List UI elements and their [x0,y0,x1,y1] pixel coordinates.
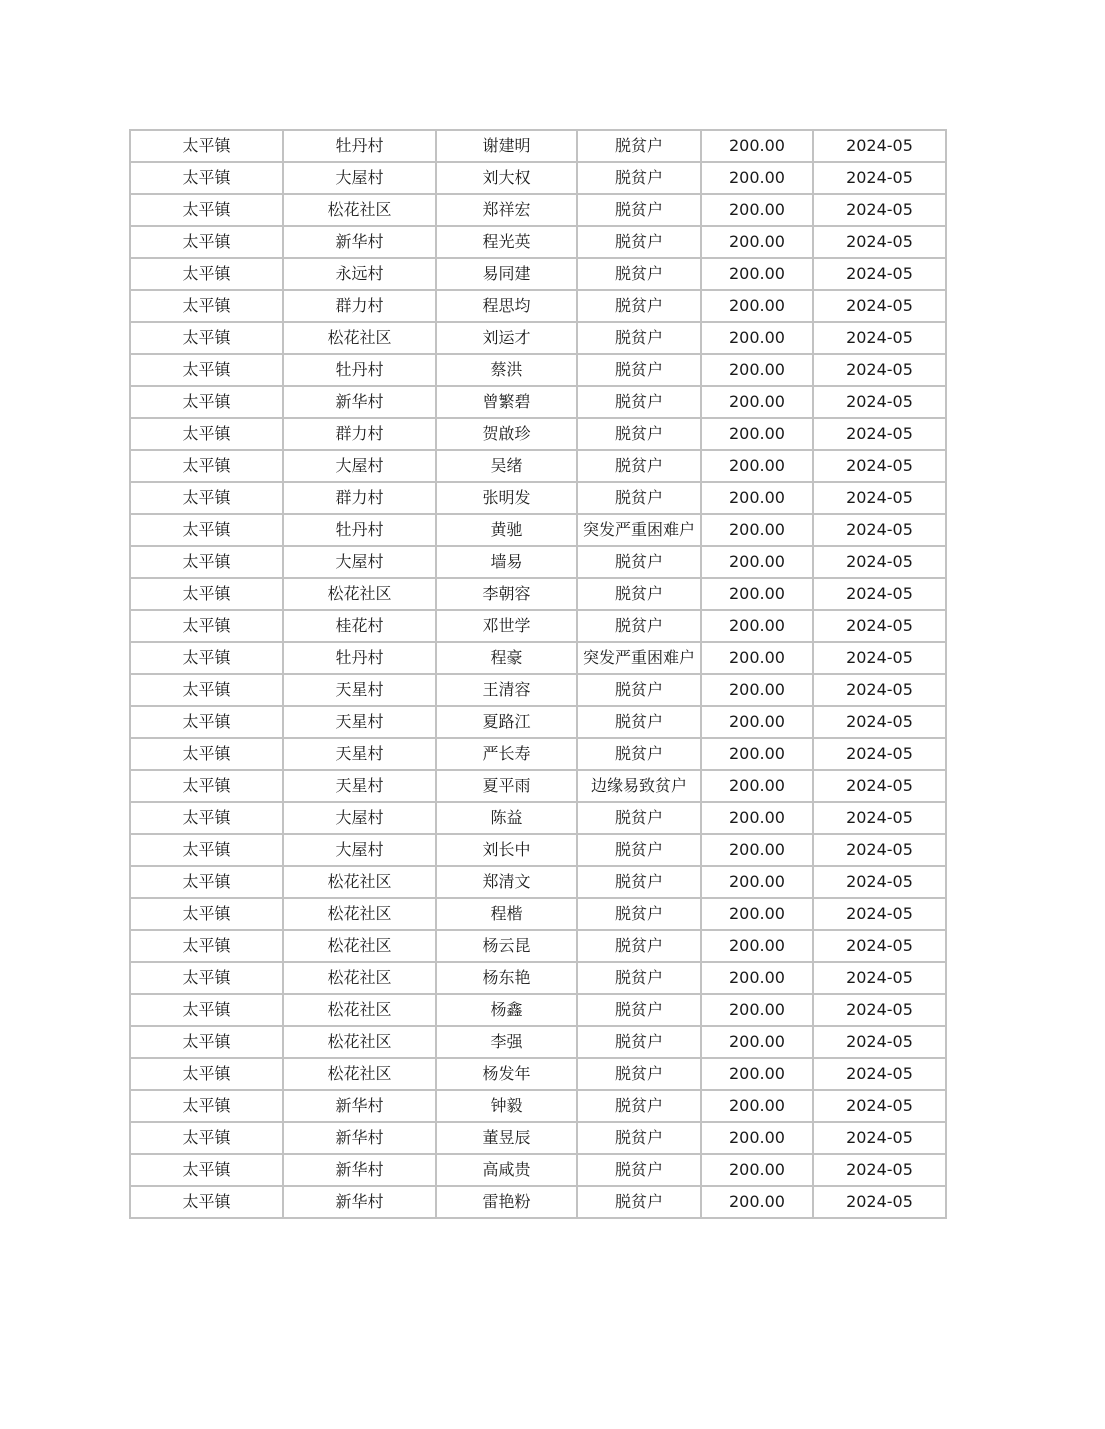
table-row [130,354,946,386]
household-type-cell: 脱贫户 [577,1122,701,1154]
period-cell: 2024-05 [813,290,946,322]
household-type-cell: 脱贫户 [577,130,701,162]
amount-cell: 200.00 [701,1026,813,1058]
amount-cell: 200.00 [701,674,813,706]
village-cell: 大屋村 [283,546,436,578]
town-cell: 太平镇 [130,898,283,930]
amount-cell: 200.00 [701,1090,813,1122]
household-type-cell: 脱贫户 [577,1026,701,1058]
household-type-cell: 突发严重困难户 [577,642,701,674]
name-cell: 杨发年 [436,1058,577,1090]
period-cell: 2024-05 [813,1090,946,1122]
table-row [130,866,946,898]
town-cell: 太平镇 [130,514,283,546]
amount-cell: 200.00 [701,354,813,386]
table-row [130,930,946,962]
village-cell: 天星村 [283,706,436,738]
period-cell: 2024-05 [813,482,946,514]
table-row [130,642,946,674]
household-type-cell: 脱贫户 [577,546,701,578]
household-type-cell: 脱贫户 [577,930,701,962]
village-cell: 大屋村 [283,802,436,834]
table-row [130,258,946,290]
town-cell: 太平镇 [130,994,283,1026]
period-cell: 2024-05 [813,226,946,258]
table-row [130,1186,946,1218]
amount-cell: 200.00 [701,482,813,514]
subsidy-roster-table [129,129,947,1219]
table-row [130,322,946,354]
amount-cell: 200.00 [701,706,813,738]
amount-cell: 200.00 [701,1122,813,1154]
town-cell: 太平镇 [130,386,283,418]
household-type-cell: 脱贫户 [577,258,701,290]
table-row [130,450,946,482]
period-cell: 2024-05 [813,994,946,1026]
village-cell: 松花社区 [283,930,436,962]
amount-cell: 200.00 [701,1154,813,1186]
name-cell: 刘运才 [436,322,577,354]
town-cell: 太平镇 [130,1058,283,1090]
name-cell: 钟毅 [436,1090,577,1122]
period-cell: 2024-05 [813,610,946,642]
period-cell: 2024-05 [813,514,946,546]
village-cell: 松花社区 [283,322,436,354]
amount-cell: 200.00 [701,898,813,930]
village-cell: 群力村 [283,482,436,514]
period-cell: 2024-05 [813,194,946,226]
town-cell: 太平镇 [130,610,283,642]
period-cell: 2024-05 [813,962,946,994]
name-cell: 蔡洪 [436,354,577,386]
period-cell: 2024-05 [813,802,946,834]
town-cell: 太平镇 [130,706,283,738]
table-row [130,130,946,162]
village-cell: 大屋村 [283,162,436,194]
amount-cell: 200.00 [701,1058,813,1090]
name-cell: 程思均 [436,290,577,322]
town-cell: 太平镇 [130,578,283,610]
amount-cell: 200.00 [701,130,813,162]
table-row [130,1154,946,1186]
town-cell: 太平镇 [130,866,283,898]
amount-cell: 200.00 [701,610,813,642]
town-cell: 太平镇 [130,450,283,482]
table-row [130,834,946,866]
village-cell: 天星村 [283,738,436,770]
household-type-cell: 脱贫户 [577,450,701,482]
name-cell: 杨云昆 [436,930,577,962]
period-cell: 2024-05 [813,322,946,354]
village-cell: 松花社区 [283,898,436,930]
period-cell: 2024-05 [813,130,946,162]
amount-cell: 200.00 [701,802,813,834]
town-cell: 太平镇 [130,1122,283,1154]
amount-cell: 200.00 [701,962,813,994]
village-cell: 松花社区 [283,994,436,1026]
table-row [130,578,946,610]
village-cell: 桂花村 [283,610,436,642]
village-cell: 松花社区 [283,194,436,226]
town-cell: 太平镇 [130,194,283,226]
household-type-cell: 脱贫户 [577,1058,701,1090]
name-cell: 李朝容 [436,578,577,610]
period-cell: 2024-05 [813,898,946,930]
amount-cell: 200.00 [701,226,813,258]
name-cell: 墙易 [436,546,577,578]
town-cell: 太平镇 [130,354,283,386]
name-cell: 高咸贵 [436,1154,577,1186]
name-cell: 杨东艳 [436,962,577,994]
name-cell: 雷艳粉 [436,1186,577,1218]
village-cell: 大屋村 [283,450,436,482]
name-cell: 吴绪 [436,450,577,482]
period-cell: 2024-05 [813,770,946,802]
household-type-cell: 脱贫户 [577,1186,701,1218]
village-cell: 天星村 [283,674,436,706]
period-cell: 2024-05 [813,450,946,482]
period-cell: 2024-05 [813,162,946,194]
village-cell: 松花社区 [283,962,436,994]
name-cell: 邓世学 [436,610,577,642]
village-cell: 新华村 [283,1090,436,1122]
name-cell: 程楷 [436,898,577,930]
period-cell: 2024-05 [813,1026,946,1058]
household-type-cell: 脱贫户 [577,290,701,322]
town-cell: 太平镇 [130,802,283,834]
village-cell: 新华村 [283,1154,436,1186]
town-cell: 太平镇 [130,162,283,194]
household-type-cell: 突发严重困难户 [577,514,701,546]
household-type-cell: 脱贫户 [577,1090,701,1122]
table-row [130,482,946,514]
period-cell: 2024-05 [813,354,946,386]
household-type-cell: 脱贫户 [577,194,701,226]
table-row [130,418,946,450]
period-cell: 2024-05 [813,546,946,578]
period-cell: 2024-05 [813,1154,946,1186]
town-cell: 太平镇 [130,418,283,450]
period-cell: 2024-05 [813,706,946,738]
town-cell: 太平镇 [130,674,283,706]
name-cell: 陈益 [436,802,577,834]
household-type-cell: 脱贫户 [577,482,701,514]
household-type-cell: 脱贫户 [577,610,701,642]
household-type-cell: 脱贫户 [577,578,701,610]
amount-cell: 200.00 [701,738,813,770]
name-cell: 谢建明 [436,130,577,162]
town-cell: 太平镇 [130,1090,283,1122]
table-row [130,1122,946,1154]
table-row [130,898,946,930]
household-type-cell: 脱贫户 [577,226,701,258]
name-cell: 刘长中 [436,834,577,866]
town-cell: 太平镇 [130,770,283,802]
period-cell: 2024-05 [813,738,946,770]
town-cell: 太平镇 [130,546,283,578]
town-cell: 太平镇 [130,226,283,258]
amount-cell: 200.00 [701,290,813,322]
town-cell: 太平镇 [130,482,283,514]
household-type-cell: 脱贫户 [577,1154,701,1186]
table-row [130,386,946,418]
table-row [130,674,946,706]
amount-cell: 200.00 [701,770,813,802]
village-cell: 群力村 [283,290,436,322]
town-cell: 太平镇 [130,258,283,290]
amount-cell: 200.00 [701,994,813,1026]
household-type-cell: 脱贫户 [577,386,701,418]
village-cell: 松花社区 [283,1058,436,1090]
amount-cell: 200.00 [701,322,813,354]
roster-table-body [130,130,946,1218]
name-cell: 曾繁碧 [436,386,577,418]
household-type-cell: 边缘易致贫户 [577,770,701,802]
household-type-cell: 脱贫户 [577,322,701,354]
town-cell: 太平镇 [130,962,283,994]
household-type-cell: 脱贫户 [577,354,701,386]
village-cell: 大屋村 [283,834,436,866]
amount-cell: 200.00 [701,834,813,866]
name-cell: 郑祥宏 [436,194,577,226]
village-cell: 新华村 [283,1186,436,1218]
village-cell: 松花社区 [283,578,436,610]
town-cell: 太平镇 [130,738,283,770]
village-cell: 天星村 [283,770,436,802]
table-row [130,290,946,322]
period-cell: 2024-05 [813,1058,946,1090]
amount-cell: 200.00 [701,194,813,226]
table-row [130,226,946,258]
table-row [130,610,946,642]
name-cell: 郑清文 [436,866,577,898]
period-cell: 2024-05 [813,866,946,898]
village-cell: 牡丹村 [283,354,436,386]
household-type-cell: 脱贫户 [577,674,701,706]
table-row [130,962,946,994]
amount-cell: 200.00 [701,546,813,578]
town-cell: 太平镇 [130,1186,283,1218]
period-cell: 2024-05 [813,834,946,866]
name-cell: 刘大权 [436,162,577,194]
amount-cell: 200.00 [701,930,813,962]
name-cell: 张明发 [436,482,577,514]
table-row [130,162,946,194]
table-row [130,1090,946,1122]
amount-cell: 200.00 [701,514,813,546]
village-cell: 牡丹村 [283,642,436,674]
period-cell: 2024-05 [813,674,946,706]
household-type-cell: 脱贫户 [577,418,701,450]
amount-cell: 200.00 [701,450,813,482]
table-row [130,514,946,546]
name-cell: 程光英 [436,226,577,258]
name-cell: 程豪 [436,642,577,674]
table-row [130,194,946,226]
town-cell: 太平镇 [130,1154,283,1186]
village-cell: 新华村 [283,226,436,258]
town-cell: 太平镇 [130,290,283,322]
period-cell: 2024-05 [813,930,946,962]
period-cell: 2024-05 [813,1122,946,1154]
village-cell: 牡丹村 [283,130,436,162]
period-cell: 2024-05 [813,642,946,674]
household-type-cell: 脱贫户 [577,162,701,194]
town-cell: 太平镇 [130,322,283,354]
village-cell: 牡丹村 [283,514,436,546]
amount-cell: 200.00 [701,578,813,610]
amount-cell: 200.00 [701,258,813,290]
name-cell: 严长寿 [436,738,577,770]
period-cell: 2024-05 [813,578,946,610]
table-row [130,994,946,1026]
town-cell: 太平镇 [130,130,283,162]
name-cell: 易同建 [436,258,577,290]
table-row [130,1058,946,1090]
table-row [130,1026,946,1058]
amount-cell: 200.00 [701,642,813,674]
name-cell: 夏平雨 [436,770,577,802]
table-row [130,770,946,802]
town-cell: 太平镇 [130,1026,283,1058]
household-type-cell: 脱贫户 [577,898,701,930]
village-cell: 永远村 [283,258,436,290]
name-cell: 李强 [436,1026,577,1058]
name-cell: 夏路江 [436,706,577,738]
household-type-cell: 脱贫户 [577,738,701,770]
amount-cell: 200.00 [701,1186,813,1218]
name-cell: 杨鑫 [436,994,577,1026]
household-type-cell: 脱贫户 [577,802,701,834]
town-cell: 太平镇 [130,642,283,674]
name-cell: 王清容 [436,674,577,706]
village-cell: 松花社区 [283,1026,436,1058]
village-cell: 新华村 [283,1122,436,1154]
household-type-cell: 脱贫户 [577,994,701,1026]
period-cell: 2024-05 [813,258,946,290]
amount-cell: 200.00 [701,386,813,418]
household-type-cell: 脱贫户 [577,866,701,898]
village-cell: 新华村 [283,386,436,418]
name-cell: 贺啟珍 [436,418,577,450]
table-row [130,802,946,834]
amount-cell: 200.00 [701,162,813,194]
amount-cell: 200.00 [701,418,813,450]
table-row [130,546,946,578]
table-row [130,706,946,738]
table-row [130,738,946,770]
amount-cell: 200.00 [701,866,813,898]
town-cell: 太平镇 [130,930,283,962]
town-cell: 太平镇 [130,834,283,866]
name-cell: 黄驰 [436,514,577,546]
household-type-cell: 脱贫户 [577,834,701,866]
period-cell: 2024-05 [813,1186,946,1218]
household-type-cell: 脱贫户 [577,962,701,994]
village-cell: 群力村 [283,418,436,450]
period-cell: 2024-05 [813,418,946,450]
household-type-cell: 脱贫户 [577,706,701,738]
period-cell: 2024-05 [813,386,946,418]
name-cell: 董昱辰 [436,1122,577,1154]
village-cell: 松花社区 [283,866,436,898]
